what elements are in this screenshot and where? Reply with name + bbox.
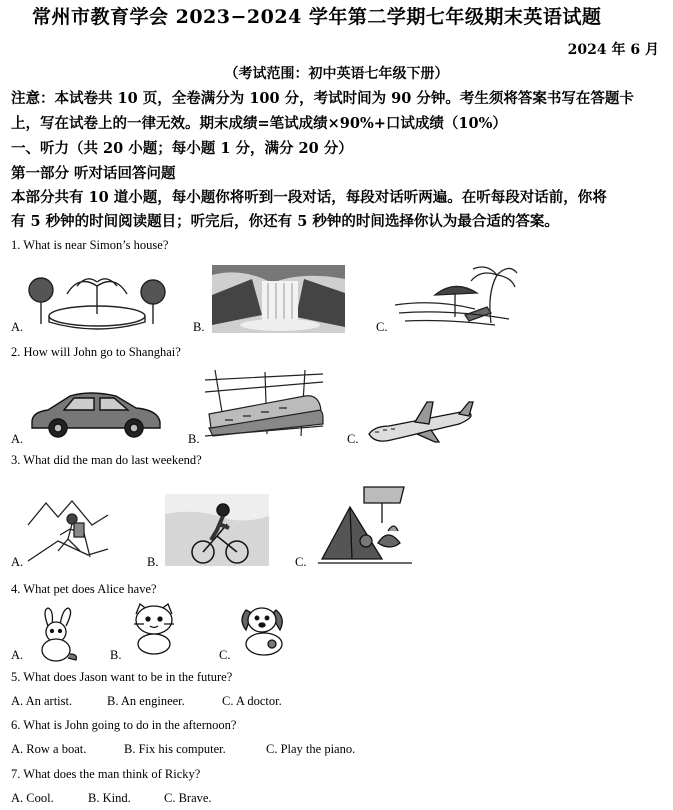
q6-option-c[interactable]: C. Play the piano. [266, 742, 356, 756]
waterfall-icon [212, 265, 345, 333]
car-icon [28, 388, 162, 438]
rabbit-icon [30, 606, 84, 662]
beach-icon [395, 265, 517, 327]
cat-icon [128, 602, 180, 656]
fountain-icon [27, 268, 167, 330]
question-3: 3. What did the man do last weekend? [11, 453, 202, 467]
q7-option-c[interactable]: C. Brave. [164, 791, 212, 805]
question-4: 4. What pet does Alice have? [11, 582, 157, 596]
plane-icon [365, 400, 475, 444]
notice-line-1: 注意：本试卷共 10 页，全卷满分为 100 分，考试时间为 90 分钟。考生须将答案书写在答题卡 [11, 90, 634, 107]
notice-line-2: 上，写在试卷上的一律无效。期末成绩=笔试成绩×90%+口试成绩（10%） [11, 115, 507, 132]
dog-icon [236, 602, 292, 658]
q1-option-a[interactable]: A. [11, 320, 24, 334]
question-7: 7. What does the man think of Ricky? [11, 767, 201, 781]
camping-icon [318, 483, 412, 567]
q7-option-a[interactable]: A. Cool. [11, 791, 54, 805]
q4-option-b[interactable]: B. [110, 648, 122, 662]
question-5: 5. What does Jason want to be in the future? [11, 670, 233, 684]
page-title: 常州市教育学会 2023−2024 学年第二学期七年级期末英语试题 [32, 6, 602, 28]
part-heading: 第一部分 听对话回答问题 [11, 165, 176, 182]
q3-option-a[interactable]: A. [11, 555, 24, 569]
hiking-icon [28, 495, 108, 563]
q2-option-a[interactable]: A. [11, 432, 24, 446]
q6-option-a[interactable]: A. Row a boat. [11, 742, 87, 756]
q3-option-c[interactable]: C. [295, 555, 307, 569]
q2-option-b[interactable]: B. [188, 432, 200, 446]
instruction-line-2: 有 5 秒钟的时间阅读题目；听完后，你还有 5 秒钟的时间选择你认为最合适的答案。 [11, 213, 559, 230]
question-1: 1. What is near Simon’s house? [11, 238, 169, 252]
cycling-icon [165, 494, 269, 566]
q5-option-b[interactable]: B. An engineer. [107, 694, 185, 708]
q1-option-c[interactable]: C. [376, 320, 388, 334]
q6-option-b[interactable]: B. Fix his computer. [124, 742, 226, 756]
q2-option-c[interactable]: C. [347, 432, 359, 446]
q1-option-b[interactable]: B. [193, 320, 205, 334]
q4-option-a[interactable]: A. [11, 648, 24, 662]
question-6: 6. What is John going to do in the afternoon? [11, 718, 237, 732]
q5-option-c[interactable]: C. A doctor. [222, 694, 282, 708]
q7-option-b[interactable]: B. Kind. [88, 791, 131, 805]
question-2: 2. How will John go to Shanghai? [11, 345, 181, 359]
q3-option-b[interactable]: B. [147, 555, 159, 569]
train-icon [205, 370, 323, 438]
q5-option-a[interactable]: A. An artist. [11, 694, 73, 708]
section-heading: 一、听力（共 20 小题；每小题 1 分，满分 20 分） [11, 140, 353, 157]
exam-date: 2024 年 6 月 [567, 42, 659, 58]
q4-option-c[interactable]: C. [219, 648, 231, 662]
exam-scope: （考试范围：初中英语七年级下册） [224, 66, 449, 82]
instruction-line-1: 本部分共有 10 道小题，每小题你将听到一段对话，每段对话听两遍。在听每段对话前，你将 [11, 189, 607, 206]
